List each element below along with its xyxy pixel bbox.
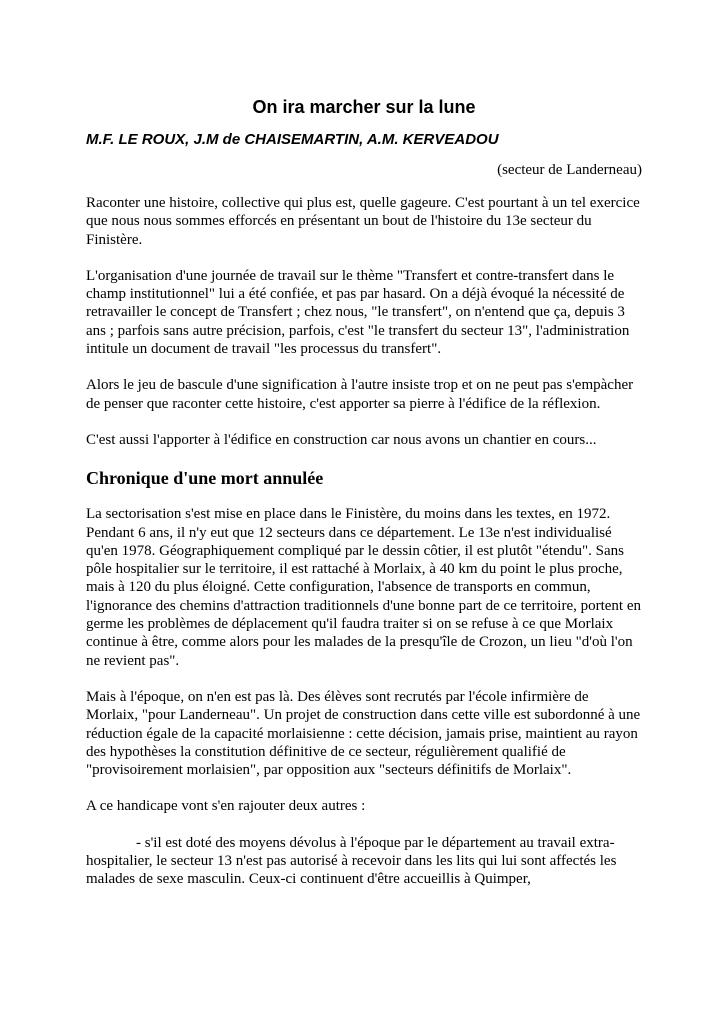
paragraph-section-1: La sectorisation s'est mise en place dans le Finistère, du moins dans les textes, en 1972. Pendant 6 ans, il n'y eut que 12 secteurs dans ce département. Le 13e n'est individualisé qu'en 1978. Géographiquement compliqué par le dessin côtier, il est plutôt "étendu". Sans pôle hospitalier sur le territoire, il est rattaché à Morlaix, à 40 km du point le plus proche, mais à 120 du plus éloigné. Cette configuration, l'absence de transports en commun, l'ignorance des chemins d'attraction traditionnels d'une bonne part de ce territoire, portent en germe les problèmes de déplacement qu'il faudra traiter si on se refuse à ce que Morlaix continue à être, comme alors pour les malades de la presqu'île de Crozon, un lieu "d'où l'on ne revient pas". [86,506,641,669]
document-title: On ira marcher sur la lune [252,97,476,117]
document-authors: M.F. LE ROUX, J.M de CHAISEMARTIN, A.M. KERVEADOU [86,131,499,148]
paragraph-intro-1: Raconter une histoire, collective qui plus est, quelle gageure. C'est pourtant à un tel exercice que nous nous sommes efforcés en présentant un bout de l'histoire du 13e secteur du Finistère. [86,195,640,248]
paragraph-section-3: A ce handicape vont s'en rajouter deux autres : [86,798,366,815]
paragraph-section-2: Mais à l'époque, on n'en est pas là. Des élèves sont recrutés par l'école infirmière de Morlaix, "pour Landerneau". Un projet de construction dans cette ville est subordonné à une réduction égale de la capacité morlaisienne : cette décision, jamais prise, maintient au rayon des hypothèses la constitution définitive de ce secteur, régulièrement qualifié de "provisoirement morlaisien", par opposition aux "secteurs définitifs de Morlaix". [86,688,641,779]
section-title: Chronique d'une mort annulée [86,468,324,489]
document-page [86,96,642,907]
document-sector: (secteur de Landerneau) [497,162,642,178]
paragraph-intro-4: C'est aussi l'apporter à l'édifice en construction car nous avons un chantier en cours... [86,431,597,448]
paragraph-section-4: - s'il est doté des moyens dévolus à l'époque par le département au travail extra-hospitalier, le secteur 13 n'est pas autorisé à recevoir dans les lits qui lui sont affectés les malades de sexe masculin. Ceux-ci continuent d'être accueillis à Quimper, [86,834,617,888]
paragraph-intro-2: L'organisation d'une journée de travail sur le thème "Transfert et contre-transfert dans le champ institutionnel" lui a été confiée, et pas par hasard. On a déjà évoqué la nécessité de retravailler le concept de Transfert ; chez nous, "le transfert", on n'entend que ça, depuis 3 ans ; parfois sans autre précision, parfois, c'est "le transfert du secteur 13", l'administration intitule un document de travail "les processus du transfert". [86,267,630,358]
paragraph-intro-3: Alors le jeu de bascule d'une signification à l'autre insiste trop et on ne peut pas s'empàcher de penser que raconter cette histoire, c'est apporter sa pierre à l'édifice de la réflexion. [86,377,634,412]
